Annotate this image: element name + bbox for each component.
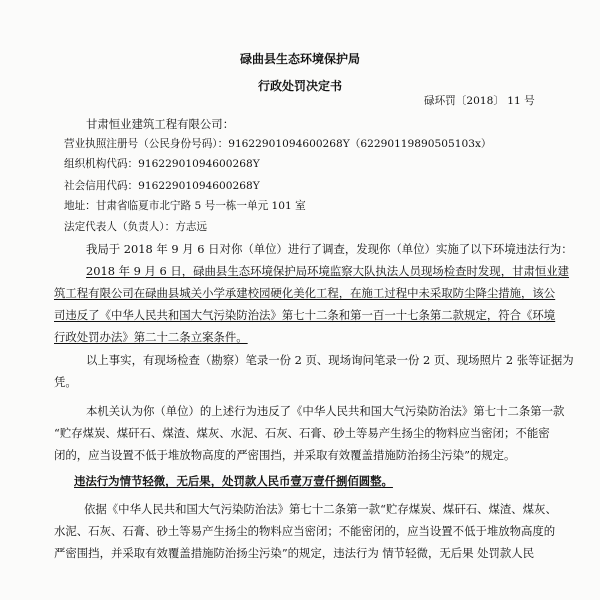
paragraph-penalty: 违法行为情节轻微，无后果，处罚款人民币壹万壹仟捌佰圆整。 [74, 474, 393, 488]
paragraph-legal-basis-line: 依据《中华人民共和国大气污染防治法》第七十二条第一款“贮存煤炭、煤矸石、煤渣、煤灰、 [84, 502, 557, 516]
paragraph-findings-line: 筑工程有限公司在碌曲县城关小学承建校园硬化美化工程，在施工过程中未采取防尘降尘措施，该公 [54, 286, 556, 300]
paragraph-violation-line: “贮存煤炭、煤矸石、煤渣、煤灰、水泥、石灰、石膏、砂土等易产生扬尘的物料应当密闭；不能密 [54, 426, 550, 440]
paragraph-findings-line: 行政处罚办法》第二十二条立案条件。 [54, 330, 248, 344]
paragraph-findings-line: 司违反了《中华人民共和国大气污染防治法》第七十二条和第一百一十七条第二款规定，符合《环境 [54, 308, 556, 322]
paragraph-investigation: 我局于 2018 年 9 月 6 日对你（单位）进行了调查，发现你（单位）实施了以下环境违法行为： [86, 242, 573, 256]
paragraph-legal-basis-line: 水泥、石灰、石膏、砂土等易产生扬尘的物料应当密闭；不能密闭的，应当设置不低于堆放物高度的 [54, 524, 556, 538]
paragraph-findings-line: 2018 年 9 月 6 日，碌曲县生态环境保护局环境监察大队执法人员现场检查时发现，甘肃恒业建 [86, 264, 570, 278]
legal-representative: 法定代表人（负责人）：方志远 [64, 221, 208, 233]
org-code: 组织机构代码：91622901094600268Y [64, 158, 260, 170]
document-number: 碌环罚〔2018〕 11 号 [424, 95, 535, 107]
paragraph-evidence-line: 以上事实，有现场检查（勘察）笔录一份 2 页、现场询问笔录一份 2 页、现场照片 2 张等证据为 [86, 353, 574, 367]
document-title: 行政处罚决定书 [257, 79, 342, 93]
paragraph-violation-line: 闭的，应当设置不低于堆放物高度的严密围挡，并采取有效覆盖措施防治扬尘污染”的规定。 [54, 448, 516, 462]
party-name: 甘肃恒业建筑工程有限公司： [86, 117, 235, 131]
paragraph-legal-basis-line: 严密围挡，并采取有效覆盖措施防治扬尘污染”的规定，违法行为 情节轻微，无后果 处罚款人民 [54, 546, 535, 560]
address: 地址：甘肃省临夏市北宁路 5 号一栋一单元 101 室 [64, 200, 306, 212]
paragraph-violation-line: 本机关认为你（单位）的上述行为违反了《中华人民共和国大气污染防治法》第七十二条第一款 [86, 404, 565, 418]
paragraph-evidence-line: 凭。 [54, 375, 77, 389]
license-number: 营业执照注册号（公民身份号码）：91622901094600268Y（62290119890505103x） [64, 138, 492, 150]
credit-code: 社会信用代码：91622901094600268Y [64, 180, 260, 192]
agency-name: 碌曲县生态环境保护局 [239, 52, 360, 66]
